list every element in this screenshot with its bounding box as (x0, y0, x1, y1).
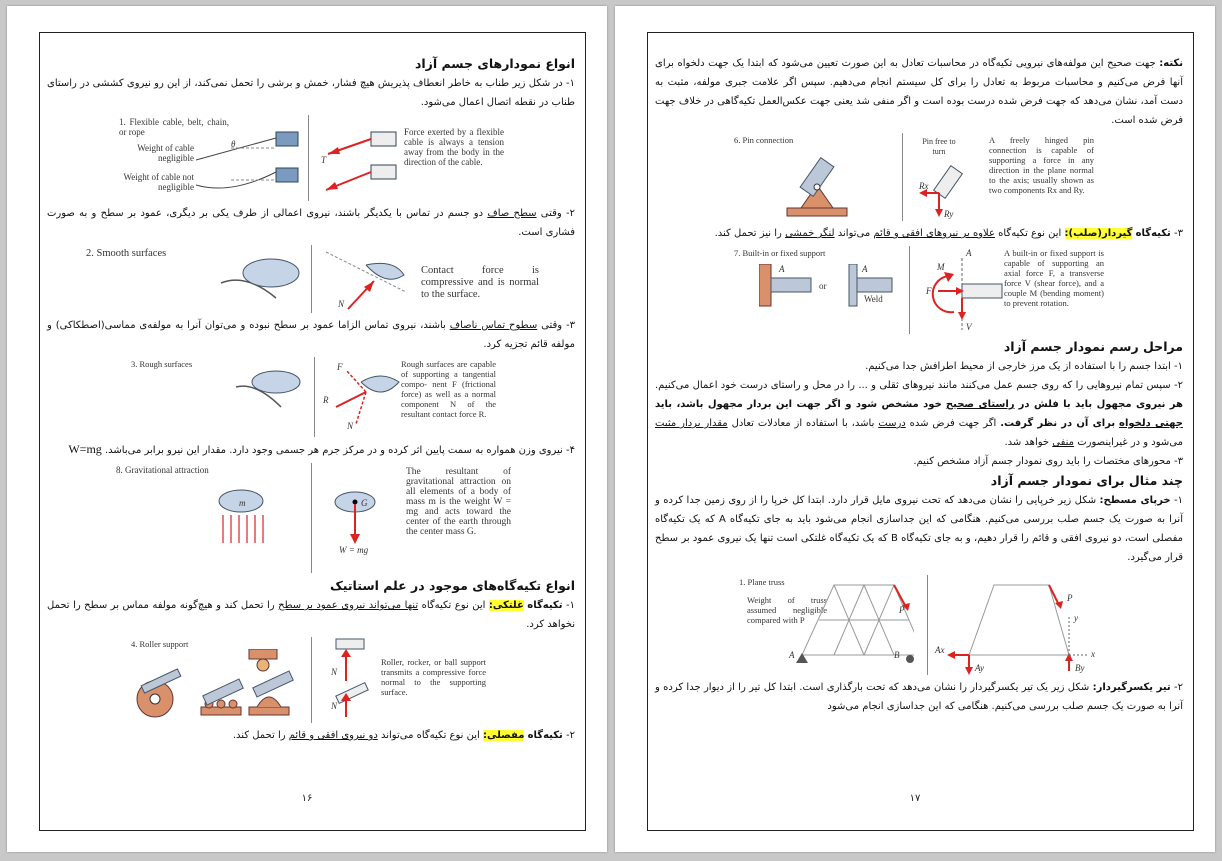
P-label-2: P (1067, 593, 1073, 603)
fig-label: 8. Gravitational attraction (116, 465, 209, 475)
truss-weight-note: Weight of truss assumed negligible compared with P (747, 595, 827, 625)
F-label: F (926, 286, 932, 296)
fig-label: 6. Pin connection (734, 135, 794, 145)
fig-divider (311, 245, 312, 313)
fig-label: 4. Roller support (131, 639, 189, 649)
step-3: ۳- محورهای مختصات را باید روی نمودار جسم آزاد مشخص کنیم. (913, 456, 1183, 467)
cable-drawing (191, 130, 301, 200)
example-2: ۲- تیر یکسرگیردار: شکل زیر یک تیر یکسرگیردار را نشان می‌دهد که تحت بارگذاری است. ابتدا کل تیر را از دیوار جدا کرده و آنرا به صورت یک جسم صلب بررسی می‌کنیم. هنگامی که این جداسازی انجام می‌شود (655, 682, 1183, 712)
support-roller: ۱- تکیه‌گاه غلتکی: این نوع تکیه‌گاه تنها می‌تواند نیروی عمود بر سطح را تحمل کند و هیچ‌گونه مولفه مماس بر سطح را تحمل نخواهد کرد. (47, 600, 575, 630)
pin-free-label: Pin free to turn (922, 137, 956, 156)
step-2: ۲- سپس تمام نیروهایی را که روی جسم عمل می‌کنند مانند نیروهای ثقلی و ... را در محل و راستای درست خود اعمال می‌کنیم. هر نیروی مجهول باید با فلش در راستای صحیح خود مشخص شود و اگر جهت این بردار مجهول باشد، باید جهتی دلخواه برای آن در نظر گرفت. اگر جهت فرض شده درست باشد، با استفاده از معادلات تعادل مقدار بردار مثبت می‌شود و در غیراینصورت منفی خواهد شد. (655, 380, 1183, 448)
A-label-2: A (862, 264, 868, 274)
gravity-body-drawing (211, 483, 281, 563)
By-label: By (1075, 663, 1085, 673)
item-4: ۴- نیروی وزن همواره به سمت پایین اثر کرده و در مرکز جرم هر جسمی وجود دارد. مقدار این نیرو برابر می‌باشد. W=mg (68, 442, 575, 456)
page-number: ۱۶ (301, 793, 313, 804)
figure-fixed-support (734, 246, 1104, 334)
friction-force-label: F (337, 362, 343, 372)
Ax-label: Ax (935, 645, 945, 655)
fig-divider (308, 115, 309, 201)
rx-label: Rx (919, 181, 929, 191)
fig-divider (902, 133, 903, 221)
figure-flexible-cable (111, 115, 511, 201)
heading-support-types: انواع تکیه‌گاه‌های موجود در علم استاتیک (329, 578, 575, 593)
fig-description: A built-in or fixed support is capable of supporting an axial force F, a transverse force V (shear force), and a couple M (bending moment) to prevent rotation. (1004, 248, 1104, 308)
fig-divider (311, 463, 312, 573)
left-page (7, 6, 607, 852)
fig-label: 1. Flexible cable, belt, chain, or rope (119, 117, 229, 137)
right-page (615, 6, 1215, 852)
figure-pin-connection (734, 133, 1104, 221)
note-paragraph: نکته: جهت صحیح این مولفه‌های نیرویی تکیه‌گاه در محاسبات تعادل به این صورت تعیین می‌شود که ابتدا یک جهت دلخواه برای آنها فرض می‌کنیم و محاسبات مربوط به تعادل را برای کل سیستم انجام می‌دهیم. سپس اگر علامت جبری مولفه، مثبت به دست آمد، نشان می‌دهد که جهت فرض شده درست بوده است و اگر منفی شد یعنی جهت عکس‌العمل تکیه‌گاهی در خلاف جهت فرض شده است. (655, 58, 1183, 126)
fig-divider (927, 575, 928, 675)
figure-gravitational (111, 463, 511, 573)
fig-label: 3. Rough surfaces (131, 359, 193, 369)
item-3: ۳- وقتی سطوح تماس ناصاف باشند، نیروی تماس الزاما عمود بر سطح نبوده و می‌توان آنرا به مولفه‌ی مماسی(اصطکاکی) و مولفه قائم تجزیه کرد. (47, 320, 575, 350)
fig-divider (311, 637, 312, 723)
A-label-3: A (966, 248, 972, 258)
item-1: ۱- در شکل زیر طناب به خاطر انعطاف پذیریش هیچ فشار، خمش و برشی را تحمل نمی‌کند، از این رو نیروی کششی در راستای طناب در نقطه اتصال اعمال می‌شود. (47, 78, 575, 108)
P-label: P (899, 605, 905, 615)
fig-description: Force exerted by a flexible cable is always a tension away from the body in the direction of the cable. (404, 127, 504, 167)
V-label: V (966, 322, 972, 332)
A-label: A (789, 650, 795, 660)
fig-description: Contact force is compressive and is normal to the surface. (421, 265, 539, 300)
pin-drawing (779, 153, 859, 221)
normal-force-label: N (347, 421, 354, 431)
figure-rough-surfaces (111, 357, 511, 437)
step-1: ۱- ابتدا جسم را با استفاده از یک مرز خارجی از محیط اطرافش جدا می‌کنیم. (865, 361, 1183, 372)
heading-examples: چند مثال برای نمودار جسم آزاد (990, 473, 1183, 488)
figure-plane-truss (739, 575, 1099, 675)
figure-smooth-surfaces (86, 245, 539, 313)
tension-label: T (321, 155, 327, 165)
cable-force-drawing (316, 120, 406, 200)
roller-drawings (131, 649, 301, 721)
truss-fbd-drawing (939, 575, 1094, 675)
normal-force-label: N (331, 667, 338, 677)
rough-force-drawing (321, 362, 401, 432)
rough-body-drawing (231, 367, 311, 412)
fig-divider (909, 246, 910, 334)
fig-note-negligible: Weight of cable negligible (137, 143, 194, 163)
fixed-force-drawing (924, 258, 1004, 330)
left-page-content (47, 54, 575, 745)
support-pin: ۲- تکیه‌گاه مفصلی: این نوع تکیه‌گاه می‌تواند دو نیروی افقی و قائم را تحمل کند. (232, 730, 575, 741)
resultant-force-label: R (323, 395, 329, 405)
support-fixed: ۳- تکیه‌گاه گیردار(صلب): این نوع تکیه‌گاه علاوه بر نیروهای افقی و قائم می‌تواند لنگر خمشی را نیز تحمل کند. (714, 228, 1183, 239)
normal-force-label: N (338, 299, 345, 309)
right-page-content (655, 54, 1183, 716)
heading-fbd-types: انواع نمودارهای جسم آزاد (414, 56, 575, 71)
example-1: ۱- خرپای مسطح: شکل زیر خرپایی را نشان می‌دهد که تحت نیروی مایل قرار دارد. ابتدا کل خرپا را از روی زمین جدا کرده و آنرا به صورت یک جسم صلب بررسی می‌کنیم. هنگامی که این جداسازی انجام می‌شود باید به جای تکیه‌گاه A که یک تکیه‌گاه مفصلی است، دو نیروی افقی و قائم را قرار دهیم، و به جای تکیه‌گاه B که یک تکیه‌گاه غلتکی است تنها یک نیروی عمود بر سطح قرار می‌گیرد. (655, 495, 1183, 563)
weight-label: W = mg (339, 545, 369, 555)
normal-force-label-2: N (331, 701, 338, 711)
fig-description: Rough surfaces are capable of supporting a tangential compo- nent F (frictional force) as well as a normal component N of the resultant contact force R. (401, 359, 496, 419)
Ay-label: Ay (975, 663, 984, 673)
x-axis-label: x (1091, 649, 1095, 659)
roller-force-drawing (316, 637, 371, 723)
or-label: or (819, 281, 827, 291)
theta-label: θ (231, 139, 236, 149)
truss-drawing (794, 575, 914, 675)
B-label: B (894, 650, 900, 660)
fig-label: 7. Built-in or fixed support (734, 248, 826, 258)
heading-fbd-steps: مراحل رسم نمودار جسم آزاد (1003, 339, 1183, 354)
A-label: A (779, 264, 785, 274)
page-number: ۱۷ (909, 793, 921, 804)
fig-divider (314, 357, 315, 437)
center-of-mass-label: G (361, 498, 368, 508)
fig-label: 2. Smooth surfaces (86, 248, 167, 259)
item-2: ۲- وقتی سطح صاف دو جسم در تماس با یکدیگر باشند، نیروی اعمالی از طرف یکی بر دیگری، عمود بر سطح و به صورت فشاری است. (47, 208, 576, 238)
mass-label: m (239, 498, 246, 508)
smooth-body-drawing (216, 253, 311, 308)
fig-description: The resultant of gravitational attraction on all elements of a body of mass m is the weight W = mg and acts toward the center of the earth through the center mass G. (406, 467, 511, 537)
smooth-force-drawing (316, 247, 416, 312)
y-axis-label: y (1074, 613, 1078, 623)
ry-label: Ry (944, 209, 954, 219)
weld-label: Weld (864, 294, 883, 304)
fig-description: A freely hinged pin connection is capable of supporting a force in any direction in the plane normal to the axis; usually shown as two components Rx and Ry. (989, 135, 1094, 195)
figure-roller-support (131, 637, 491, 723)
fig-description: Roller, rocker, or ball support transmits a compressive force normal to the supporting surface. (381, 657, 486, 697)
fig-note-not-negligible: Weight of cable not negligible (123, 172, 194, 192)
fig-label: 1. Plane truss (739, 577, 785, 587)
M-label: M (937, 262, 945, 272)
